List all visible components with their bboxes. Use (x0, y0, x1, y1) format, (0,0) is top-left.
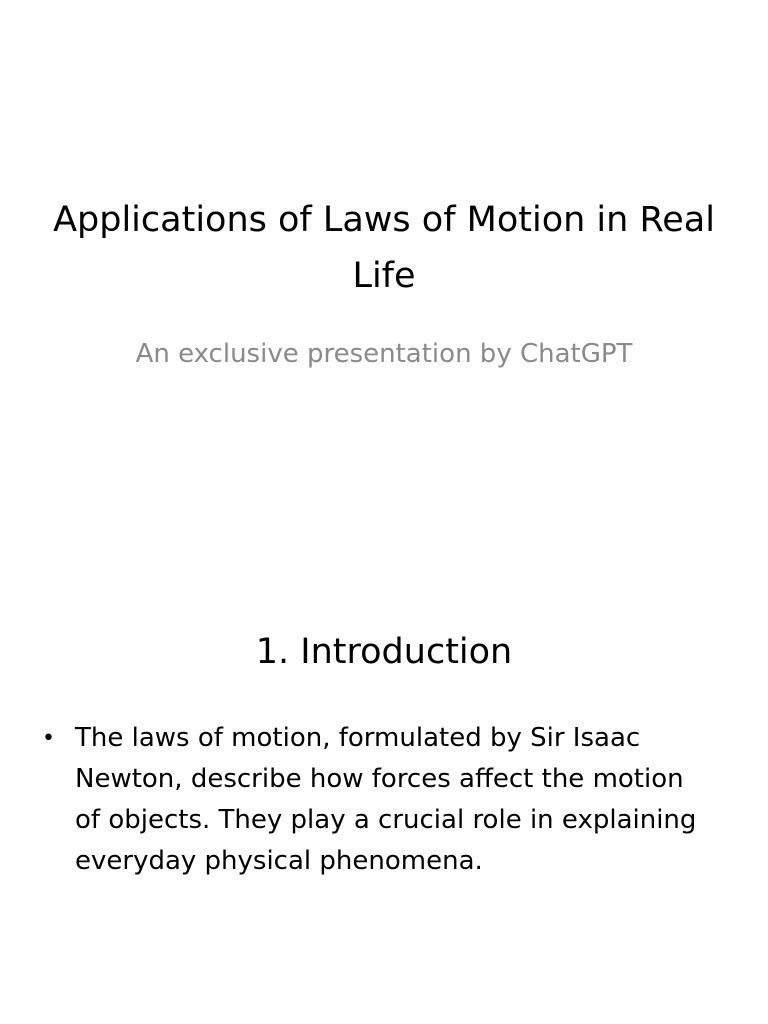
presentation-subtitle: An exclusive presentation by ChatGPT (135, 339, 633, 369)
slide-title: 1. Introduction (255, 632, 513, 672)
bullet-text: The laws of motion, formulated by Sir Isaac Newton, describe how forces affect the motion of objects. They play a crucial role in explaining everyday physical phenomena. (75, 723, 697, 876)
bullet-icon: • (42, 726, 55, 751)
presentation-title: Applications of Laws of Motion in Real Life (53, 200, 715, 296)
bullet-list (42, 718, 708, 882)
introduction-slide (0, 512, 768, 1024)
bullet-item (42, 718, 708, 882)
